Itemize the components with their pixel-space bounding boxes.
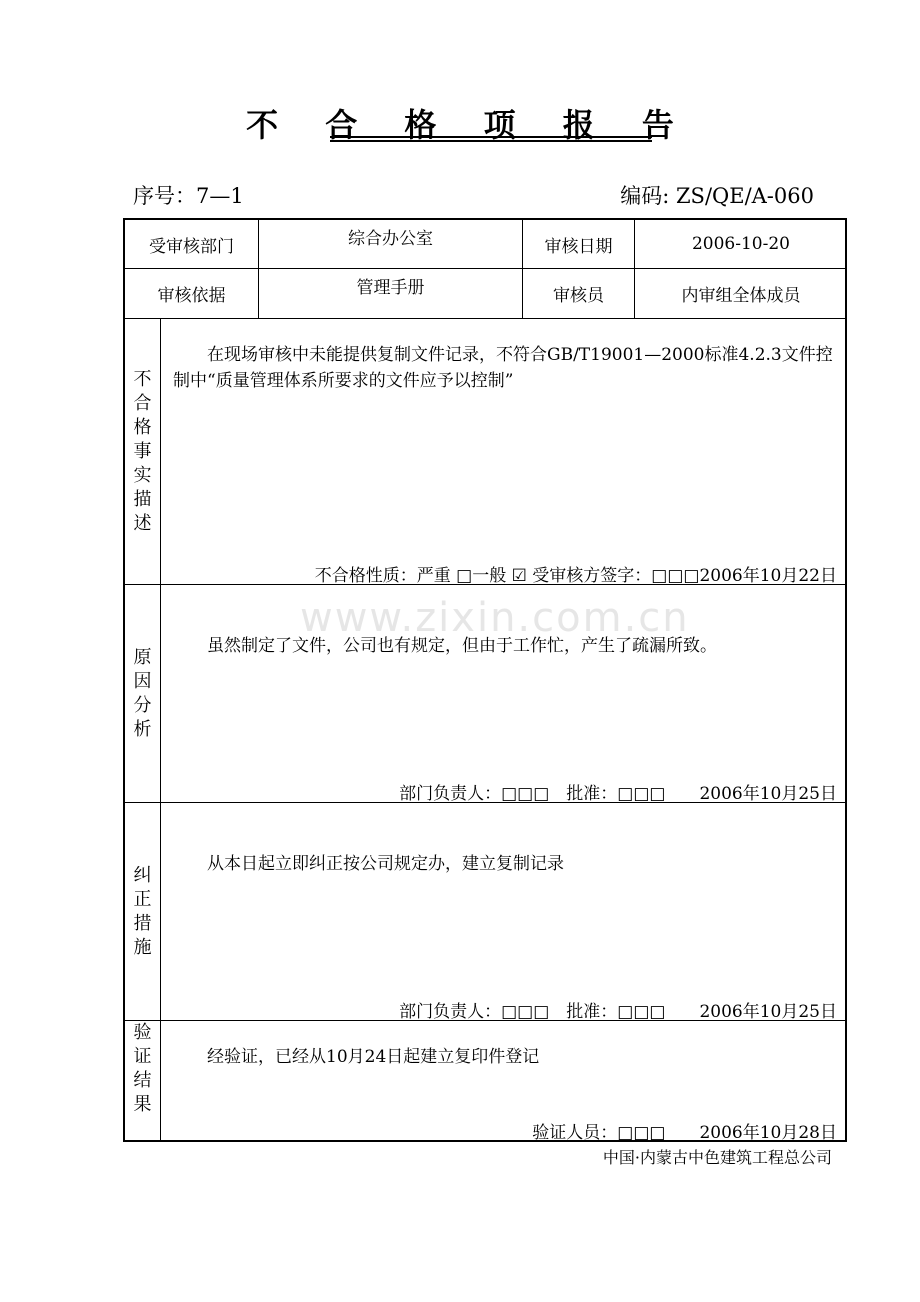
title-underline [330,136,652,138]
nonconformity-text: 在现场审核中未能提供复制文件记录，不符合GB/T19001—2000标准4.2.3文件控制中“质量管理体系所要求的文件应予以控制” [173,345,833,391]
date-label: 审核日期 [544,236,613,257]
basis-value: 管理手册 [356,278,425,298]
auditor-label: 审核员 [553,286,604,306]
report-form [123,218,847,1142]
basis-label: 审核依据 [157,286,226,306]
verification-text: 经验证，已经从10月24日起建立复印件登记 [207,1047,540,1067]
nonconformity-label: 不合格事实描述 [133,368,152,534]
cause-label: 原因分析 [133,646,152,740]
col-divider [160,318,161,1140]
auditor-value: 内审组全体成员 [681,286,801,306]
nonconformity-signature: 不合格性质：严重 □一般 ☑ 受审核方签字：□□□2006年10月22日 [314,566,837,586]
correction-signature: 部门负责人：□□□ 批准：□□□ 2006年10月25日 [399,1002,837,1022]
watermark: www.zixin.com.cn [300,595,690,641]
date-value: 2006-10-20 [691,234,790,254]
title-underline-double [330,140,652,142]
document-code: 编码: ZS/QE/A-060 [620,184,814,208]
cause-text: 虽然制定了文件，公司也有规定，但由于工作忙，产生了疏漏所致。 [207,636,717,656]
dept-value: 综合办公室 [348,229,433,249]
cause-signature: 部门负责人：□□□ 批准：□□□ 2006年10月25日 [399,784,837,804]
correction-label: 纠正措施 [133,864,152,958]
row-divider [125,318,845,319]
dept-label: 受审核部门 [149,236,234,257]
company-footer: 中国·内蒙古中色建筑工程总公司 [602,1148,832,1167]
correction-text: 从本日起立即纠正按公司规定办，建立复制记录 [207,854,564,874]
serial-number: 序号：7—1 [133,184,244,208]
page-title: 不 合 格 项 报 告 [246,106,692,144]
verification-label: 验证结果 [133,1022,152,1115]
verification-signature: 验证人员：□□□ 2006年10月28日 [532,1123,837,1143]
